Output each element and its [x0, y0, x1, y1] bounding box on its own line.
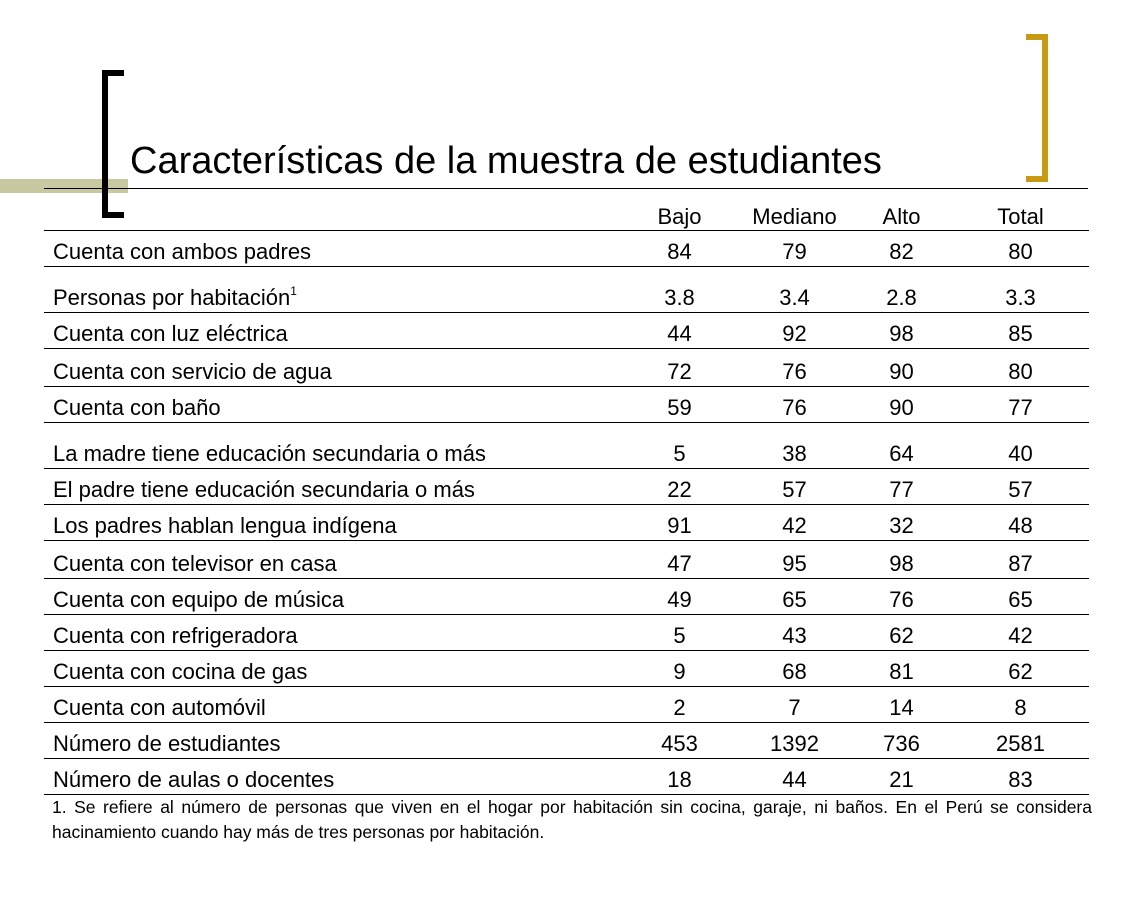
row-label: Cuenta con luz eléctrica [53, 321, 288, 346]
value-mediano: 76 [738, 349, 851, 387]
value-bajo: 2 [621, 687, 738, 723]
value-alto: 98 [851, 541, 952, 579]
header-bajo: Bajo [657, 204, 702, 229]
row-label-cell [44, 615, 621, 651]
value-total: 80 [952, 349, 1089, 387]
table-row [44, 723, 1089, 759]
row-label: Número de aulas o docentes [53, 767, 335, 792]
table-row [44, 579, 1089, 615]
value-bajo: 91 [621, 505, 738, 541]
value-bajo: 72 [621, 349, 738, 387]
value-alto: 82 [851, 231, 952, 267]
value-mediano: 76 [738, 387, 851, 423]
value-total: 62 [952, 651, 1089, 687]
table-row [44, 469, 1089, 505]
value-bajo: 22 [621, 469, 738, 505]
value-alto: 14 [851, 687, 952, 723]
value-mediano: 68 [738, 651, 851, 687]
table-row [44, 651, 1089, 687]
header-mediano: Mediano [752, 204, 837, 229]
row-label-cell [44, 651, 621, 687]
row-label: La madre tiene educación secundaria o más [53, 441, 486, 466]
row-label-cell [44, 349, 621, 387]
value-mediano: 7 [738, 687, 851, 723]
row-label-cell [44, 541, 621, 579]
row-label-cell [44, 387, 621, 423]
value-total: 40 [952, 423, 1089, 469]
row-label-cell [44, 313, 621, 349]
value-alto: 736 [851, 723, 952, 759]
row-label-cell [44, 687, 621, 723]
value-bajo: 59 [621, 387, 738, 423]
value-mediano: 44 [738, 759, 851, 795]
value-alto: 62 [851, 615, 952, 651]
footnote-marker: 1 [290, 284, 297, 298]
title-rule [44, 188, 1088, 189]
table-row [44, 687, 1089, 723]
value-mediano: 1392 [738, 723, 851, 759]
value-total: 85 [952, 313, 1089, 349]
value-mediano: 42 [738, 505, 851, 541]
value-mediano: 57 [738, 469, 851, 505]
row-label-cell [44, 423, 621, 469]
value-bajo: 453 [621, 723, 738, 759]
row-label-cell [44, 267, 621, 313]
table-row [44, 313, 1089, 349]
row-label: Los padres hablan lengua indígena [53, 513, 397, 538]
value-bajo: 5 [621, 423, 738, 469]
value-alto: 77 [851, 469, 952, 505]
row-label-cell [44, 579, 621, 615]
value-bajo: 49 [621, 579, 738, 615]
value-alto: 81 [851, 651, 952, 687]
value-mediano: 79 [738, 231, 851, 267]
table-row [44, 231, 1089, 267]
value-total: 87 [952, 541, 1089, 579]
value-bajo: 47 [621, 541, 738, 579]
row-label: El padre tiene educación secundaria o más [53, 477, 475, 502]
table-row [44, 615, 1089, 651]
table-row [44, 349, 1089, 387]
value-bajo: 5 [621, 615, 738, 651]
right-bracket-bottom [1026, 176, 1048, 182]
value-total: 48 [952, 505, 1089, 541]
footnote: 1. Se refiere al número de personas que viven en el hogar por habitación sin cocina, garaje, ni baños. En el Perú se considera hacinamiento cuando hay más de tres personas por habitación. [52, 797, 1092, 842]
table-row [44, 387, 1089, 423]
value-mediano: 43 [738, 615, 851, 651]
value-mediano: 92 [738, 313, 851, 349]
header-alto: Alto [882, 204, 921, 229]
right-bracket-bar [1042, 34, 1048, 182]
value-total: 83 [952, 759, 1089, 795]
row-label: Personas por habitación [53, 285, 291, 310]
value-alto: 32 [851, 505, 952, 541]
data-table [44, 194, 1089, 795]
header-label [44, 194, 621, 231]
value-bajo: 84 [621, 231, 738, 267]
row-label: Cuenta con servicio de agua [53, 359, 332, 384]
value-total: 80 [952, 231, 1089, 267]
row-label: Cuenta con refrigeradora [53, 623, 298, 648]
row-label: Cuenta con equipo de música [53, 587, 345, 612]
value-total: 77 [952, 387, 1089, 423]
row-label: Número de estudiantes [53, 731, 281, 756]
value-total: 57 [952, 469, 1089, 505]
row-label-cell [44, 505, 621, 541]
table-row [44, 423, 1089, 469]
value-alto: 64 [851, 423, 952, 469]
value-total: 3.3 [952, 267, 1089, 313]
value-alto: 2.8 [851, 267, 952, 313]
header-total: Total [997, 204, 1044, 229]
value-total: 65 [952, 579, 1089, 615]
value-bajo: 9 [621, 651, 738, 687]
header-row [44, 194, 1089, 231]
value-bajo: 18 [621, 759, 738, 795]
table-row [44, 505, 1089, 541]
row-label: Cuenta con automóvil [53, 695, 266, 720]
row-label: Cuenta con cocina de gas [53, 659, 308, 684]
row-label-cell [44, 759, 621, 795]
row-label: Cuenta con ambos padres [53, 239, 312, 264]
value-total: 2581 [952, 723, 1089, 759]
row-label-cell [44, 469, 621, 505]
row-label-cell [44, 723, 621, 759]
value-mediano: 38 [738, 423, 851, 469]
value-alto: 90 [851, 349, 952, 387]
row-label: Cuenta con baño [53, 395, 221, 420]
value-bajo: 44 [621, 313, 738, 349]
table-row [44, 267, 1089, 313]
accent-band [0, 179, 128, 193]
value-total: 42 [952, 615, 1089, 651]
value-alto: 90 [851, 387, 952, 423]
row-label: Cuenta con televisor en casa [53, 551, 337, 576]
value-alto: 21 [851, 759, 952, 795]
value-total: 8 [952, 687, 1089, 723]
table-row [44, 759, 1089, 795]
slide-title: Características de la muestra de estudiantes [130, 140, 882, 182]
value-mediano: 3.4 [738, 267, 851, 313]
value-alto: 98 [851, 313, 952, 349]
value-alto: 76 [851, 579, 952, 615]
value-mediano: 95 [738, 541, 851, 579]
value-mediano: 65 [738, 579, 851, 615]
table-body [44, 231, 1089, 795]
row-label-cell [44, 231, 621, 267]
table-row [44, 541, 1089, 579]
value-bajo: 3.8 [621, 267, 738, 313]
